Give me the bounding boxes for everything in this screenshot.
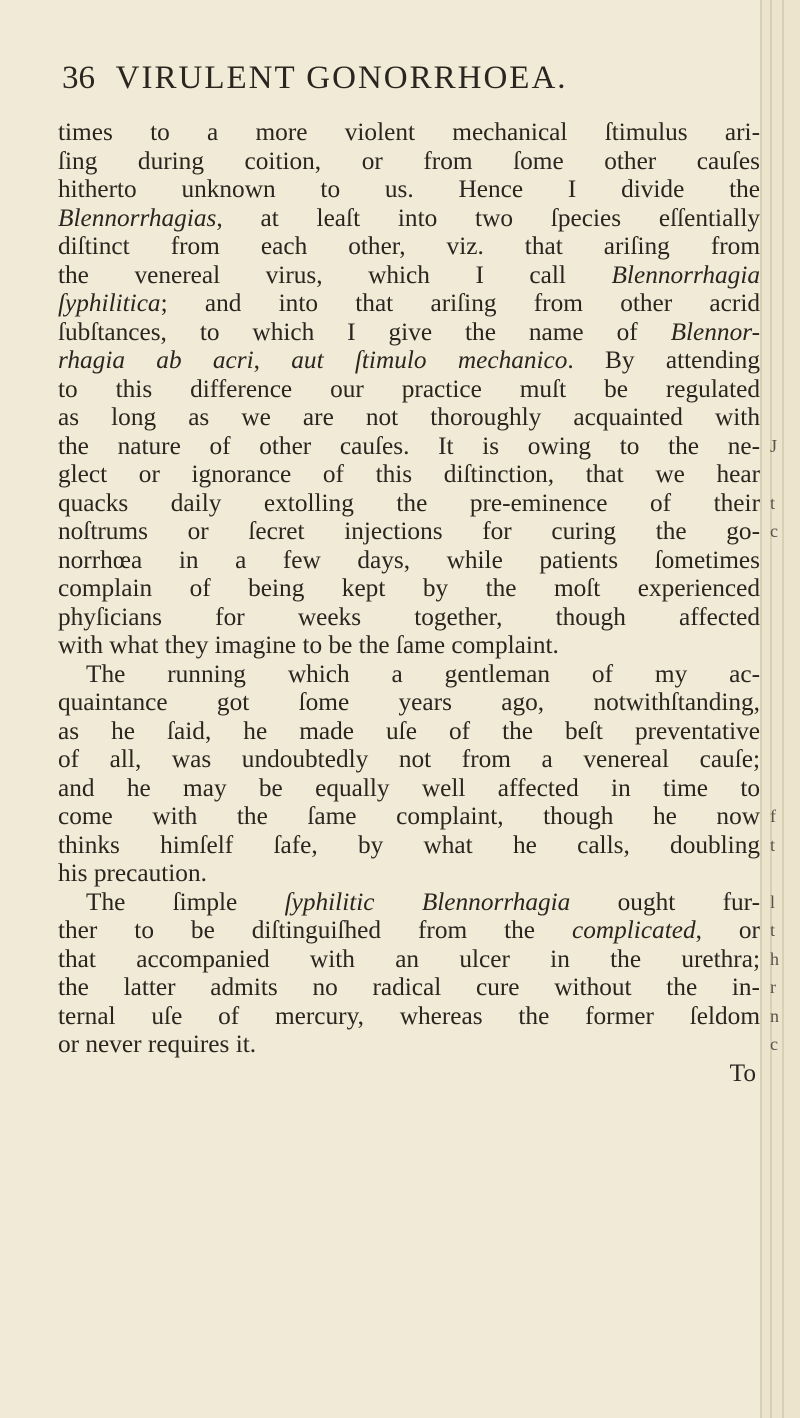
text-line [58, 802, 760, 831]
text-line [58, 147, 760, 176]
text-run: diſtinct from each other, viz. that ariſing from [58, 232, 760, 260]
text-line [58, 1002, 760, 1031]
margin-letter [770, 859, 796, 888]
text-run: ther to be diſtinguiſhed from the [58, 916, 572, 944]
running-title: VIRULENT GONORRHOEA. [115, 60, 568, 96]
text-line [58, 346, 760, 375]
margin-letter: l [770, 891, 776, 912]
margin-letter [770, 603, 796, 632]
text-run: . By attending [567, 346, 760, 374]
margin-letter: h [770, 948, 779, 969]
margin-letter [770, 147, 796, 176]
margin-letter [770, 717, 796, 746]
text-run: ought fur- [570, 887, 760, 916]
text-line [58, 261, 760, 290]
text-line [58, 546, 760, 575]
text-run: the venereal virus, which I call [58, 260, 612, 289]
text-run: noſtrums or ſecret injections for curing the go- [58, 517, 760, 545]
italic-term: ſyphilitica [58, 289, 161, 317]
text-line [58, 774, 760, 803]
margin-letter: J [770, 435, 778, 456]
margin-letter [770, 745, 796, 774]
text-run: and he may be equally well affected in time to [58, 773, 760, 802]
margin-letter [770, 118, 796, 147]
text-run: his precaution. [58, 859, 207, 887]
text-run: ternal uſe of mercury, whereas the former ſeldom [58, 1001, 760, 1030]
running-header [62, 58, 752, 98]
text-run: ſing during coition, or from ſome other cauſes [58, 146, 760, 175]
margin-letter [770, 546, 796, 575]
text-run: of all, was undoubtedly not from a venereal cauſe; [58, 745, 760, 773]
margin-letter: t [770, 492, 776, 513]
margin-letter [770, 346, 796, 375]
text-run: ; and into that ariſing from other acrid [160, 289, 760, 317]
text-line [58, 232, 760, 261]
text-run: The ſimple [86, 887, 285, 916]
catchword: To [729, 1058, 756, 1087]
text-line [58, 631, 760, 660]
margin-letter [770, 631, 796, 660]
text-line [58, 289, 760, 318]
text-run: the latter admits no radical cure without the in- [58, 973, 760, 1001]
italic-term: Blennorrhagia [611, 260, 760, 289]
text-run: to this difference our practice muſt be regulated [58, 374, 760, 403]
text-line [58, 945, 760, 974]
text-line [58, 489, 760, 518]
text-run: as long as we are not thoroughly acquainted with [58, 403, 760, 431]
margin-letter [770, 204, 796, 233]
text-run: phyſicians for weeks together, though affected [58, 602, 760, 631]
text-line [58, 660, 760, 689]
text-run: The running which a gentleman of my ac- [86, 659, 760, 688]
text-run: complain of being kept by the moſt experienced [58, 574, 760, 602]
margin-letter [770, 403, 796, 432]
text-run: with what they imagine to be the ſame complaint. [58, 631, 559, 659]
text-run: thinks himſelf ſafe, by what he calls, doubling [58, 830, 760, 859]
text-run: times to a more violent mechanical ſtimulus ari- [58, 118, 760, 146]
text-line [58, 717, 760, 746]
margin-letter [770, 318, 796, 347]
text-line [58, 603, 760, 632]
italic-term: complicated [571, 916, 696, 944]
text-line [58, 888, 760, 917]
text-line [58, 859, 760, 888]
text-run: , [253, 346, 292, 374]
text-run: quaintance got ſome years ago, notwithſtanding, [58, 688, 760, 716]
text-run: that accompanied with an ulcer in the urethra; [58, 944, 760, 973]
text-line [58, 916, 760, 945]
margin-letter [770, 460, 796, 489]
margin-letter [770, 774, 796, 803]
bleed-through-margin-letters [770, 118, 796, 1059]
text-run: norrhœa in a few days, while patients ſometimes [58, 545, 760, 574]
text-run: come with the ſame complaint, though he now [58, 802, 760, 830]
margin-letter: t [770, 834, 776, 855]
text-line [58, 175, 760, 204]
margin-letter: t [770, 920, 776, 940]
text-run: quacks daily extolling the pre-eminence of their [58, 488, 760, 517]
text-line [58, 688, 760, 717]
body-text [58, 118, 760, 1087]
margin-letter [770, 660, 796, 689]
margin-letter [770, 574, 796, 603]
text-line [58, 831, 760, 860]
margin-letter: c [770, 521, 778, 541]
text-run: ſubſtances, to which I give the name of [58, 317, 671, 346]
margin-letter [770, 261, 796, 290]
text-run: , at leaſt into two ſpecies eſſentially [216, 203, 760, 232]
text-run: glect or ignorance of this diſtinction, that we hear [58, 460, 760, 488]
margin-letter: r [770, 977, 776, 997]
margin-letter: f [770, 806, 776, 826]
italic-term: rhagia ab acri [58, 346, 254, 374]
margin-letter [770, 232, 796, 261]
text-line [58, 118, 760, 147]
text-line [58, 375, 760, 404]
margin-letter: n [770, 1005, 779, 1026]
text-line [58, 574, 760, 603]
margin-letter: c [770, 1034, 778, 1054]
text-line [58, 460, 760, 489]
text-line [58, 1030, 760, 1059]
text-line [58, 745, 760, 774]
text-line [58, 204, 760, 233]
text-line [58, 318, 760, 347]
text-run: or never requires it. [58, 1030, 257, 1058]
text-line [58, 973, 760, 1002]
margin-letter [770, 375, 796, 404]
margin-letter [770, 289, 796, 318]
italic-term: Blennorrhagias [58, 203, 217, 232]
text-run: as he ſaid, he made uſe of the beſt preventative [58, 716, 760, 745]
text-line [58, 517, 760, 546]
text-run: the nature of other cauſes. It is owing to the ne- [58, 431, 760, 460]
italic-term: ſyphilitic Blennorrhagia [284, 887, 571, 916]
text-line [58, 432, 760, 461]
text-line [58, 403, 760, 432]
text-run: , or [695, 916, 760, 944]
italic-term: aut ſtimulo mechanico [291, 346, 568, 374]
text-run: hitherto unknown to us. Hence I divide the [58, 175, 760, 203]
margin-letter [770, 175, 796, 204]
italic-term: Blennor- [670, 317, 760, 346]
page-number: 36 [62, 60, 95, 96]
margin-letter [770, 688, 796, 717]
